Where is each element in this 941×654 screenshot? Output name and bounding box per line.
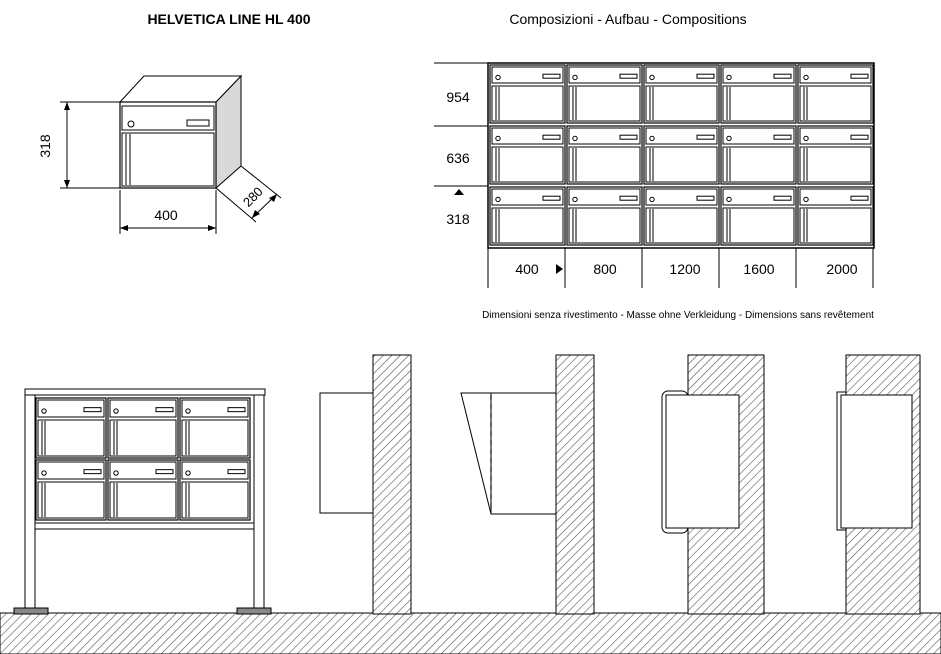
dimension-depth-label: 280	[239, 183, 266, 210]
single-box-drawing	[120, 76, 241, 188]
grid-mailbox-unit	[798, 65, 873, 123]
grid-mailbox-unit	[490, 65, 565, 123]
row-height-axis	[434, 63, 488, 227]
column-width-label-1600: 1600	[743, 261, 775, 277]
compositions-title: Composizioni - Aufbau - Compositions	[509, 11, 747, 27]
wall-mount-surface	[320, 355, 411, 614]
wall-mount-opening	[461, 355, 594, 614]
grid-mailbox-unit	[644, 187, 719, 245]
dimension-width-label: 400	[154, 207, 178, 223]
freestanding-stand	[14, 389, 271, 614]
grid-mailbox-unit	[721, 65, 796, 123]
ground	[0, 613, 941, 654]
grid-mailbox-unit	[798, 126, 873, 184]
product-title: HELVETICA LINE HL 400	[147, 11, 311, 27]
column-width-label-800: 800	[593, 261, 617, 277]
grid-mailbox-unit	[721, 126, 796, 184]
row-height-label-636: 636	[446, 150, 470, 166]
grid-mailbox-unit	[490, 126, 565, 184]
grid-mailbox-unit	[644, 65, 719, 123]
compositions-grid	[488, 63, 874, 248]
row-height-label-954: 954	[446, 89, 470, 105]
stand-mailbox-unit	[108, 460, 178, 520]
grid-mailbox-unit	[567, 187, 642, 245]
stand-mailbox-unit	[180, 460, 250, 520]
stand-mailbox-unit	[108, 398, 178, 458]
row-height-label-318: 318	[446, 211, 470, 227]
grid-mailbox-unit	[567, 126, 642, 184]
stand-mailbox-unit	[36, 460, 106, 520]
grid-mailbox-unit	[567, 65, 642, 123]
wall-mount-recessed	[837, 355, 920, 614]
grid-mailbox-unit	[721, 187, 796, 245]
column-width-axis	[488, 248, 873, 288]
grid-mailbox-unit	[798, 187, 873, 245]
grid-mailbox-unit	[490, 187, 565, 245]
stand-box-group	[36, 398, 250, 520]
dimension-height	[37, 102, 120, 188]
stand-mailbox-unit	[180, 398, 250, 458]
wall-mount-semi-recessed	[662, 355, 764, 614]
dimension-height-label: 318	[37, 134, 53, 158]
dimensions-note: Dimensioni senza rivestimento - Masse ohne Verkleidung - Dimensions sans revêtement	[482, 310, 874, 321]
dimension-width	[120, 190, 216, 234]
column-width-label-1200: 1200	[669, 261, 701, 277]
column-width-label-2000: 2000	[826, 261, 858, 277]
column-width-label-400: 400	[515, 261, 539, 277]
stand-mailbox-unit	[36, 398, 106, 458]
grid-mailbox-unit	[644, 126, 719, 184]
